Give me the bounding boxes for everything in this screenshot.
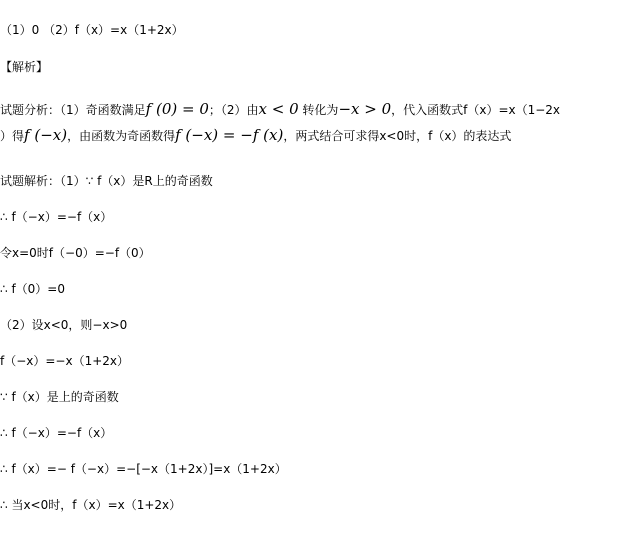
solution-line-1: 试题解析：（1）∵ f（x）是R上的奇函数: [0, 174, 213, 188]
analysis-line-1-mid1: ；（2）由: [208, 103, 259, 117]
solution-line-4: ∴ f（0）=0: [0, 282, 65, 296]
analysis-line-2: [0, 127, 511, 144]
analysis-line-1-tail: ，代入函数式f（x）=x（1−2x: [391, 103, 561, 117]
math-neg-x-greater-than-0: −x > 0: [338, 100, 392, 118]
solution-line-7: ∵ f（x）是上的奇函数: [0, 390, 119, 404]
solution-line-2: ∴ f（−x）=−f（x）: [0, 210, 113, 224]
solution-line-8: ∴ f（−x）=−f（x）: [0, 426, 113, 440]
solution-line-9: ∴ f（x）=− f（−x）=−[−x（1+2x）]=x（1+2x）: [0, 462, 287, 476]
analysis-line-2-mid: ，由函数为奇函数得: [67, 129, 176, 143]
solution-line-3: 令x=0时f（−0）=−f（0）: [0, 246, 151, 260]
analysis-line-1-prefix: 试题分析：（1）奇函数满足: [0, 103, 146, 117]
answer-line: （1）0 （2）f（x）=x（1+2x）: [0, 23, 184, 37]
analysis-line-1: [0, 101, 560, 118]
solution-line-10: ∴ 当x<0时，f（x）=x（1+2x）: [0, 498, 182, 512]
analysis-line-2-prefix: ）得: [0, 129, 25, 143]
math-f-of-neg-x: f (−x): [24, 126, 68, 144]
math-x-less-than-0: x < 0: [258, 100, 299, 118]
math-f0-equals-0: f (0) = 0: [145, 100, 209, 118]
analysis-line-1-mid2: 转化为: [298, 103, 339, 117]
solution-line-5: （2）设x<0，则−x>0: [0, 318, 128, 332]
section-heading: 【解析】: [0, 60, 49, 74]
solution-line-6: f（−x）=−x（1+2x）: [0, 354, 130, 368]
analysis-line-2-tail: ，两式结合可求得x<0时，f（x）的表达式: [283, 129, 512, 143]
math-odd-function-identity: f (−x) = −f (x): [175, 126, 284, 144]
